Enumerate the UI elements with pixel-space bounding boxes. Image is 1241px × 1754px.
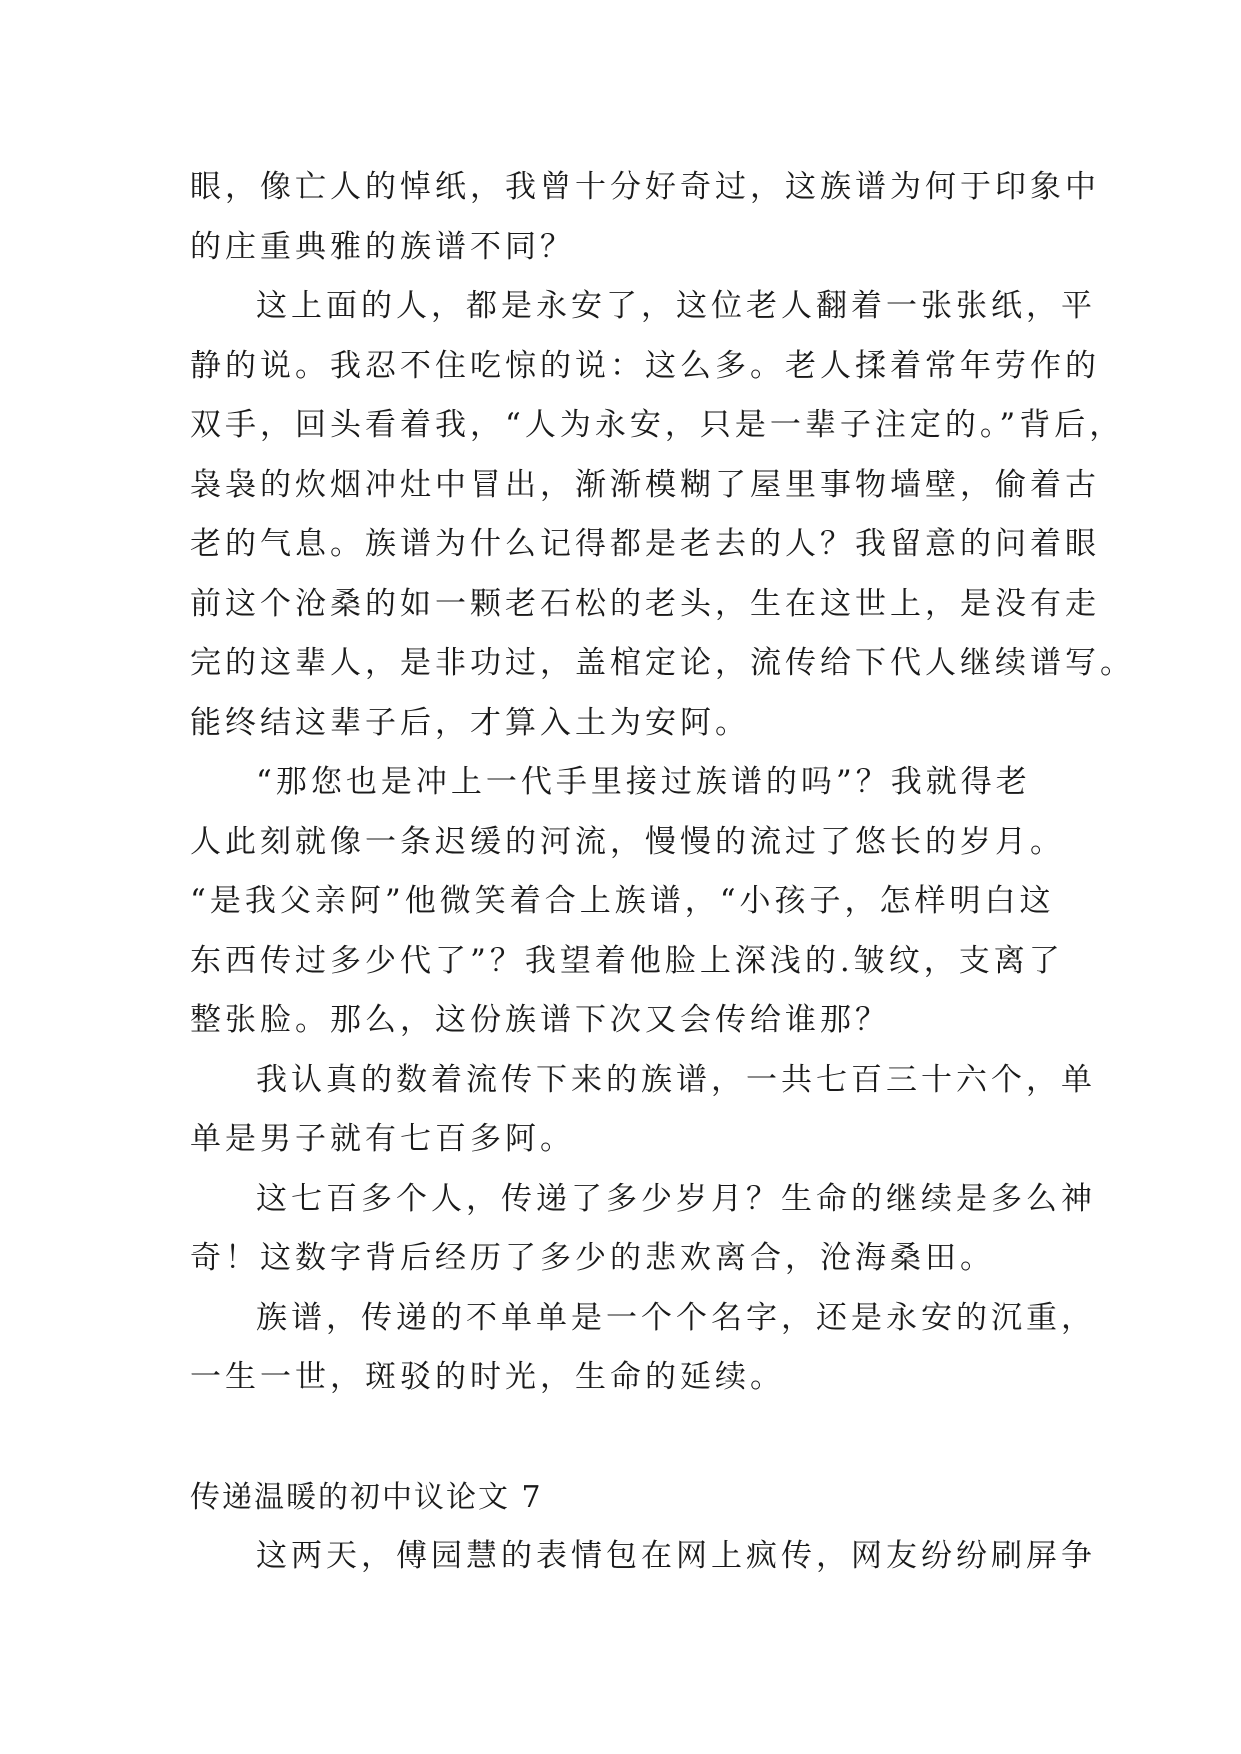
- text-line: 我认真的数着流传下来的族谱，一共七百三十六个，单: [256, 1061, 1096, 1098]
- text-line: “是我父亲阿”他微笑着合上族谱，“小孩子，怎样明白这: [190, 883, 1055, 919]
- text-line: 单是男子就有七百多阿。: [190, 1121, 575, 1157]
- text-line: 人此刻就像一条迟缓的河流，慢慢的流过了悠长的岁月。: [190, 823, 1065, 860]
- paragraph: [190, 1289, 1096, 1408]
- text-line: 族谱，传递的不单单是一个个名字，还是永安的沉重，: [256, 1299, 1096, 1336]
- section-heading: 传递温暖的初中议论文 7: [190, 1479, 543, 1515]
- paragraph: [190, 1051, 1096, 1170]
- text-line: 袅袅的炊烟冲灶中冒出，渐渐模糊了屋里事物墙壁，偷着古: [190, 466, 1100, 503]
- text-line: 这两天，傅园慧的表情包在网上疯传，网友纷纷刷屏争: [256, 1538, 1096, 1574]
- text-line: 完的这辈人，是非功过，盖棺定论，流传给下代人继续谱写。: [190, 645, 1135, 681]
- text-line: 这上面的人，都是永安了，这位老人翻着一张张纸，平: [256, 288, 1096, 324]
- text-line: 整张脸。那么，这份族谱下次又会传给谁那？: [190, 1002, 890, 1038]
- paragraph: [190, 158, 1100, 277]
- paragraph: [190, 277, 1135, 753]
- paragraph-spacer: [190, 1408, 1070, 1468]
- text-line: 静的说。我忍不住吃惊的说：这么多。老人揉着常年劳作的: [190, 347, 1100, 384]
- text-line: 前这个沧桑的如一颗老石松的老头，生在这世上，是没有走: [190, 585, 1100, 622]
- document-body: [190, 158, 1135, 1587]
- text-line: 奇！这数字背后经历了多少的悲欢离合，沧海桑田。: [190, 1240, 995, 1276]
- text-line: 能终结这辈子后，才算入土为安阿。: [190, 704, 750, 741]
- text-line: 眼，像亡人的悼纸，我曾十分好奇过，这族谱为何于印象中: [190, 169, 1100, 205]
- text-line: 一生一世，斑驳的时光，生命的延续。: [190, 1359, 785, 1395]
- text-line: 双手，回头看着我，“人为永安，只是一辈子注定的。”背后，: [190, 407, 1125, 443]
- paragraph: [190, 1527, 1096, 1587]
- paragraph: [190, 1170, 1096, 1289]
- text-line: 的庄重典雅的族谱不同？: [190, 228, 575, 265]
- paragraph: [190, 753, 1070, 1051]
- text-line: 这七百多个人，传递了多少岁月？生命的继续是多么神: [256, 1180, 1096, 1217]
- text-line: 老的气息。族谱为什么记得都是老去的人？我留意的问着眼: [190, 526, 1100, 562]
- text-line: 东西传过多少代了”？我望着他脸上深浅的.皱纹，支离了: [190, 942, 1064, 979]
- text-line: “那您也是冲上一代手里接过族谱的吗”？我就得老: [256, 764, 1031, 800]
